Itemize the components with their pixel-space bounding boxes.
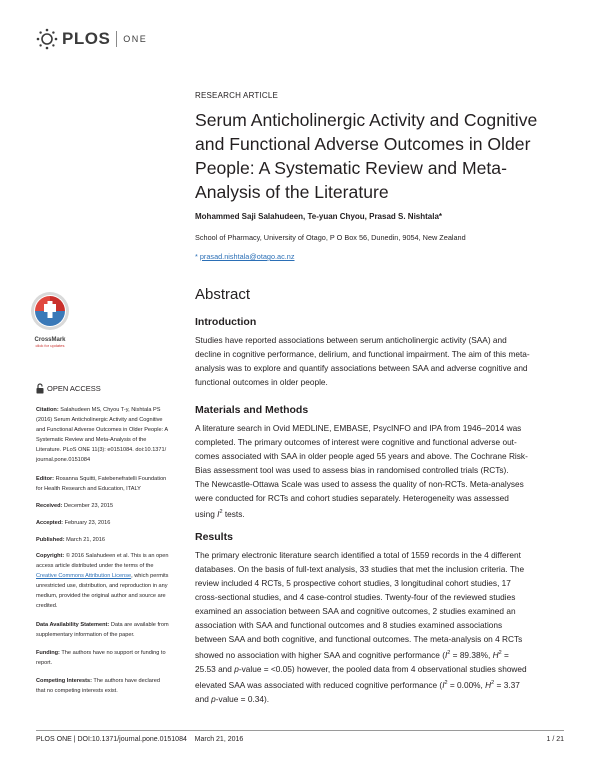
editor-block (36, 474, 186, 494)
text-line: review included 4 RCTs, 5 prospective cohort studies, 3 longitudinal cohort studies, 17 (195, 578, 511, 588)
superscript: 2 (498, 650, 502, 656)
text-line (36, 518, 186, 528)
text-line: for Health Research and Education, ITALY (36, 486, 141, 492)
text-fragment: Rosanna Squitti, Fatebenefratelli Foundation (54, 476, 167, 482)
title-line: People: A Systematic Review and Meta- (195, 158, 507, 178)
logo-divider (116, 31, 117, 47)
email-link[interactable]: prasad.nishtala@otago.ac.nz (199, 252, 295, 261)
text-fragment: and (195, 693, 212, 704)
funding-label: Funding: (36, 650, 60, 656)
text-line: cross-sectional studies, and 4 case-control studies. Twenty-four of the reviewed studies (195, 592, 516, 602)
introduction-heading: Introduction (195, 316, 257, 328)
results-heading: Results (195, 531, 233, 543)
symbol-I: I (217, 508, 220, 519)
affiliation: School of Pharmacy, University of Otago, P O Box 56, Dunedin, 9054, New Zealand (195, 233, 466, 242)
text-fragment: Data are available from (109, 622, 169, 628)
footer-citation: PLOS ONE | DOI:10.1371/journal.pone.0151084 March 21, 2016 (36, 736, 244, 743)
accepted-value: February 23, 2016 (63, 520, 111, 526)
text-line: The primary electronic literature search identified a total of 1559 records in the 4 different (195, 550, 521, 560)
symbol-I: I (444, 649, 448, 660)
title-line: Serum Anticholinergic Activity and Cognitive (195, 110, 538, 130)
text-line: supplementary information of the paper. (36, 632, 135, 638)
text-line: report. (36, 660, 53, 666)
symbol-H: H (492, 649, 499, 660)
methods-heading: Materials and Methods (195, 404, 309, 416)
text-line (195, 692, 565, 706)
text-line: were conducted for RCTs and cohort studies separately. Heterogeneity was assessed (195, 493, 509, 503)
text-fragment: = (501, 649, 509, 660)
citation-block (36, 405, 186, 465)
text-line: medium, provided the original author and source are (36, 593, 166, 599)
received-value: December 23, 2015 (62, 503, 114, 509)
editor-label: Editor: (36, 476, 55, 482)
corresponding-star: * (195, 252, 198, 261)
superscript: 2 (447, 650, 451, 656)
received-date (36, 501, 186, 511)
crossmark-icon (30, 291, 70, 331)
crossmark-sublabel: click for updates (35, 343, 65, 348)
open-lock-icon (36, 383, 44, 394)
text-fragment: showed no association with higher SAA and cognitive performance ( (195, 649, 445, 660)
text-line: comes associated with SAA in older people aged 55 years and above. The Cochrane Risk- (195, 451, 528, 461)
text-fragment: © 2016 Salahudeen et al. This is an open (64, 553, 169, 559)
text-line: databases. On the basis of full-text analysis, 33 studies that met the inclusion criteria. The (195, 564, 525, 574)
text-line (36, 535, 186, 545)
text-fragment: = 3.37 (494, 679, 520, 690)
published-value: March 21, 2016 (64, 537, 106, 543)
published-label: Published: (36, 537, 65, 543)
data-availability-label: Data Availability Statement: (36, 622, 110, 628)
copyright-block (36, 551, 186, 611)
superscript: 2 (219, 509, 223, 515)
methods-text (195, 421, 565, 521)
footer-divider (36, 730, 564, 731)
text-line (36, 551, 186, 561)
accepted-date (36, 518, 186, 528)
open-access-badge (36, 383, 101, 394)
superscript: 2 (491, 679, 495, 686)
competing-interests-label: Competing Interests: (36, 678, 92, 684)
text-line (36, 405, 186, 415)
text-line: A literature search in Ovid MEDLINE, EMBASE, PsycINFO and IPA from 1946–2014 was (195, 423, 522, 433)
text-line: Bias assessment tool was used to assess bias in randomised controlled trials (RCTs). (195, 465, 509, 475)
text-line (36, 648, 186, 658)
text-line (195, 662, 565, 676)
text-line: Systematic Review and Meta-Analysis of the (36, 437, 147, 443)
text-line: functional outcomes in older people. (195, 377, 328, 387)
funding-block (36, 648, 186, 668)
corresponding-email (195, 252, 295, 261)
text-fragment: Salahudeen MS, Chyou T-y, Nishtala PS (58, 407, 161, 413)
published-date (36, 535, 186, 545)
article-type: RESEARCH ARTICLE (195, 91, 279, 100)
symbol-H: H (485, 679, 492, 690)
text-line: Literature. PLoS ONE 11(3): e0151084. doi:10.1371/ (36, 447, 167, 453)
text-line: completed. The primary outcomes of interest were cognitive and functional adverse out- (195, 437, 517, 447)
abstract-heading: Abstract (195, 286, 251, 303)
plos-sunburst-icon (36, 28, 58, 50)
article-title (195, 108, 555, 204)
plos-one-logo[interactable] (36, 28, 186, 50)
text-line (195, 676, 565, 692)
symbol-p: p (234, 663, 239, 674)
logo-suffix: ONE (123, 34, 148, 44)
text-line: and Functional Adverse Outcomes in Older People: A (36, 427, 169, 433)
crossmark-badge[interactable] (28, 291, 72, 348)
superscript: 2 (444, 679, 448, 686)
text-fragment: -value = 0.34). (215, 693, 270, 704)
title-line: Analysis of the Literature (195, 182, 389, 202)
license-link[interactable]: Creative Commons Attribution License (36, 573, 132, 579)
text-line: The Newcastle-Ottawa Scale was used to assess the quality of non-RCTs. Meta-analyses (195, 479, 524, 489)
text-line (36, 620, 186, 630)
author-list: Mohammed Saji Salahudeen, Te-yuan Chyou, Prasad S. Nishtala* (195, 212, 443, 221)
text-line: association with SAA and functional outcomes and 8 studies examined associations (195, 620, 503, 630)
text-fragment: using (195, 508, 218, 519)
page-number: 1 / 21 (546, 736, 564, 743)
text-line: unrestricted use, distribution, and reproduction in any (36, 583, 168, 589)
competing-interests-block (36, 676, 186, 696)
text-line (36, 474, 186, 484)
text-fragment: The authors have declared (91, 678, 160, 684)
text-line: (2016) Serum Anticholinergic Activity and Cognitive (36, 417, 163, 423)
open-access-label: OPEN ACCESS (47, 384, 101, 393)
text-fragment: elevated SAA was associated with reduced cognitive performance ( (195, 679, 443, 690)
introduction-text (195, 333, 565, 389)
text-fragment: 25.53 and (195, 663, 235, 674)
data-availability-block (36, 620, 186, 640)
text-line: access article distributed under the terms of the (36, 563, 154, 569)
text-fragment: -value = <0.05) however, the pooled data from 4 observational studies showed (238, 663, 527, 674)
received-label: Received: (36, 503, 63, 509)
symbol-p: p (211, 693, 216, 704)
text-line (195, 646, 565, 662)
symbol-I: I (442, 679, 445, 690)
text-line: analysis was to explore and quantify associations between SAA and adverse cognitive and (195, 363, 528, 373)
citation-label: Citation: (36, 407, 59, 413)
text-fragment: , which permits (131, 573, 169, 579)
text-line: decline in cognitive performance, delirium, and functional impairment. The aim of this meta- (195, 349, 530, 359)
copyright-label: Copyright: (36, 553, 65, 559)
text-fragment: tests. (222, 508, 245, 519)
title-line: and Functional Adverse Outcomes in Older (195, 134, 531, 154)
text-line: that no competing interests exist. (36, 688, 118, 694)
text-line: Studies have reported associations between serum anticholinergic activity (SAA) and (195, 335, 507, 345)
text-line (36, 676, 186, 686)
crossmark-label: CrossMark (34, 337, 66, 343)
logo-wordmark: PLOS (62, 29, 111, 48)
results-text (195, 548, 565, 706)
text-fragment: = 89.38%, (450, 649, 493, 660)
text-line: journal.pone.0151084 (36, 457, 91, 463)
text-fragment: The authors have no support or funding to (59, 650, 166, 656)
text-line (195, 505, 565, 521)
accepted-label: Accepted: (36, 520, 64, 526)
text-line (36, 571, 186, 581)
text-line: credited. (36, 603, 58, 609)
text-line (36, 501, 186, 511)
text-fragment: = 0.00%, (447, 679, 486, 690)
text-line: examined an association between SAA and cognitive outcomes, 2 studies examined an (195, 606, 516, 616)
text-line: between SAA and both cognitive, and functional outcomes. The meta-analysis on 4 RCTs (195, 634, 523, 644)
